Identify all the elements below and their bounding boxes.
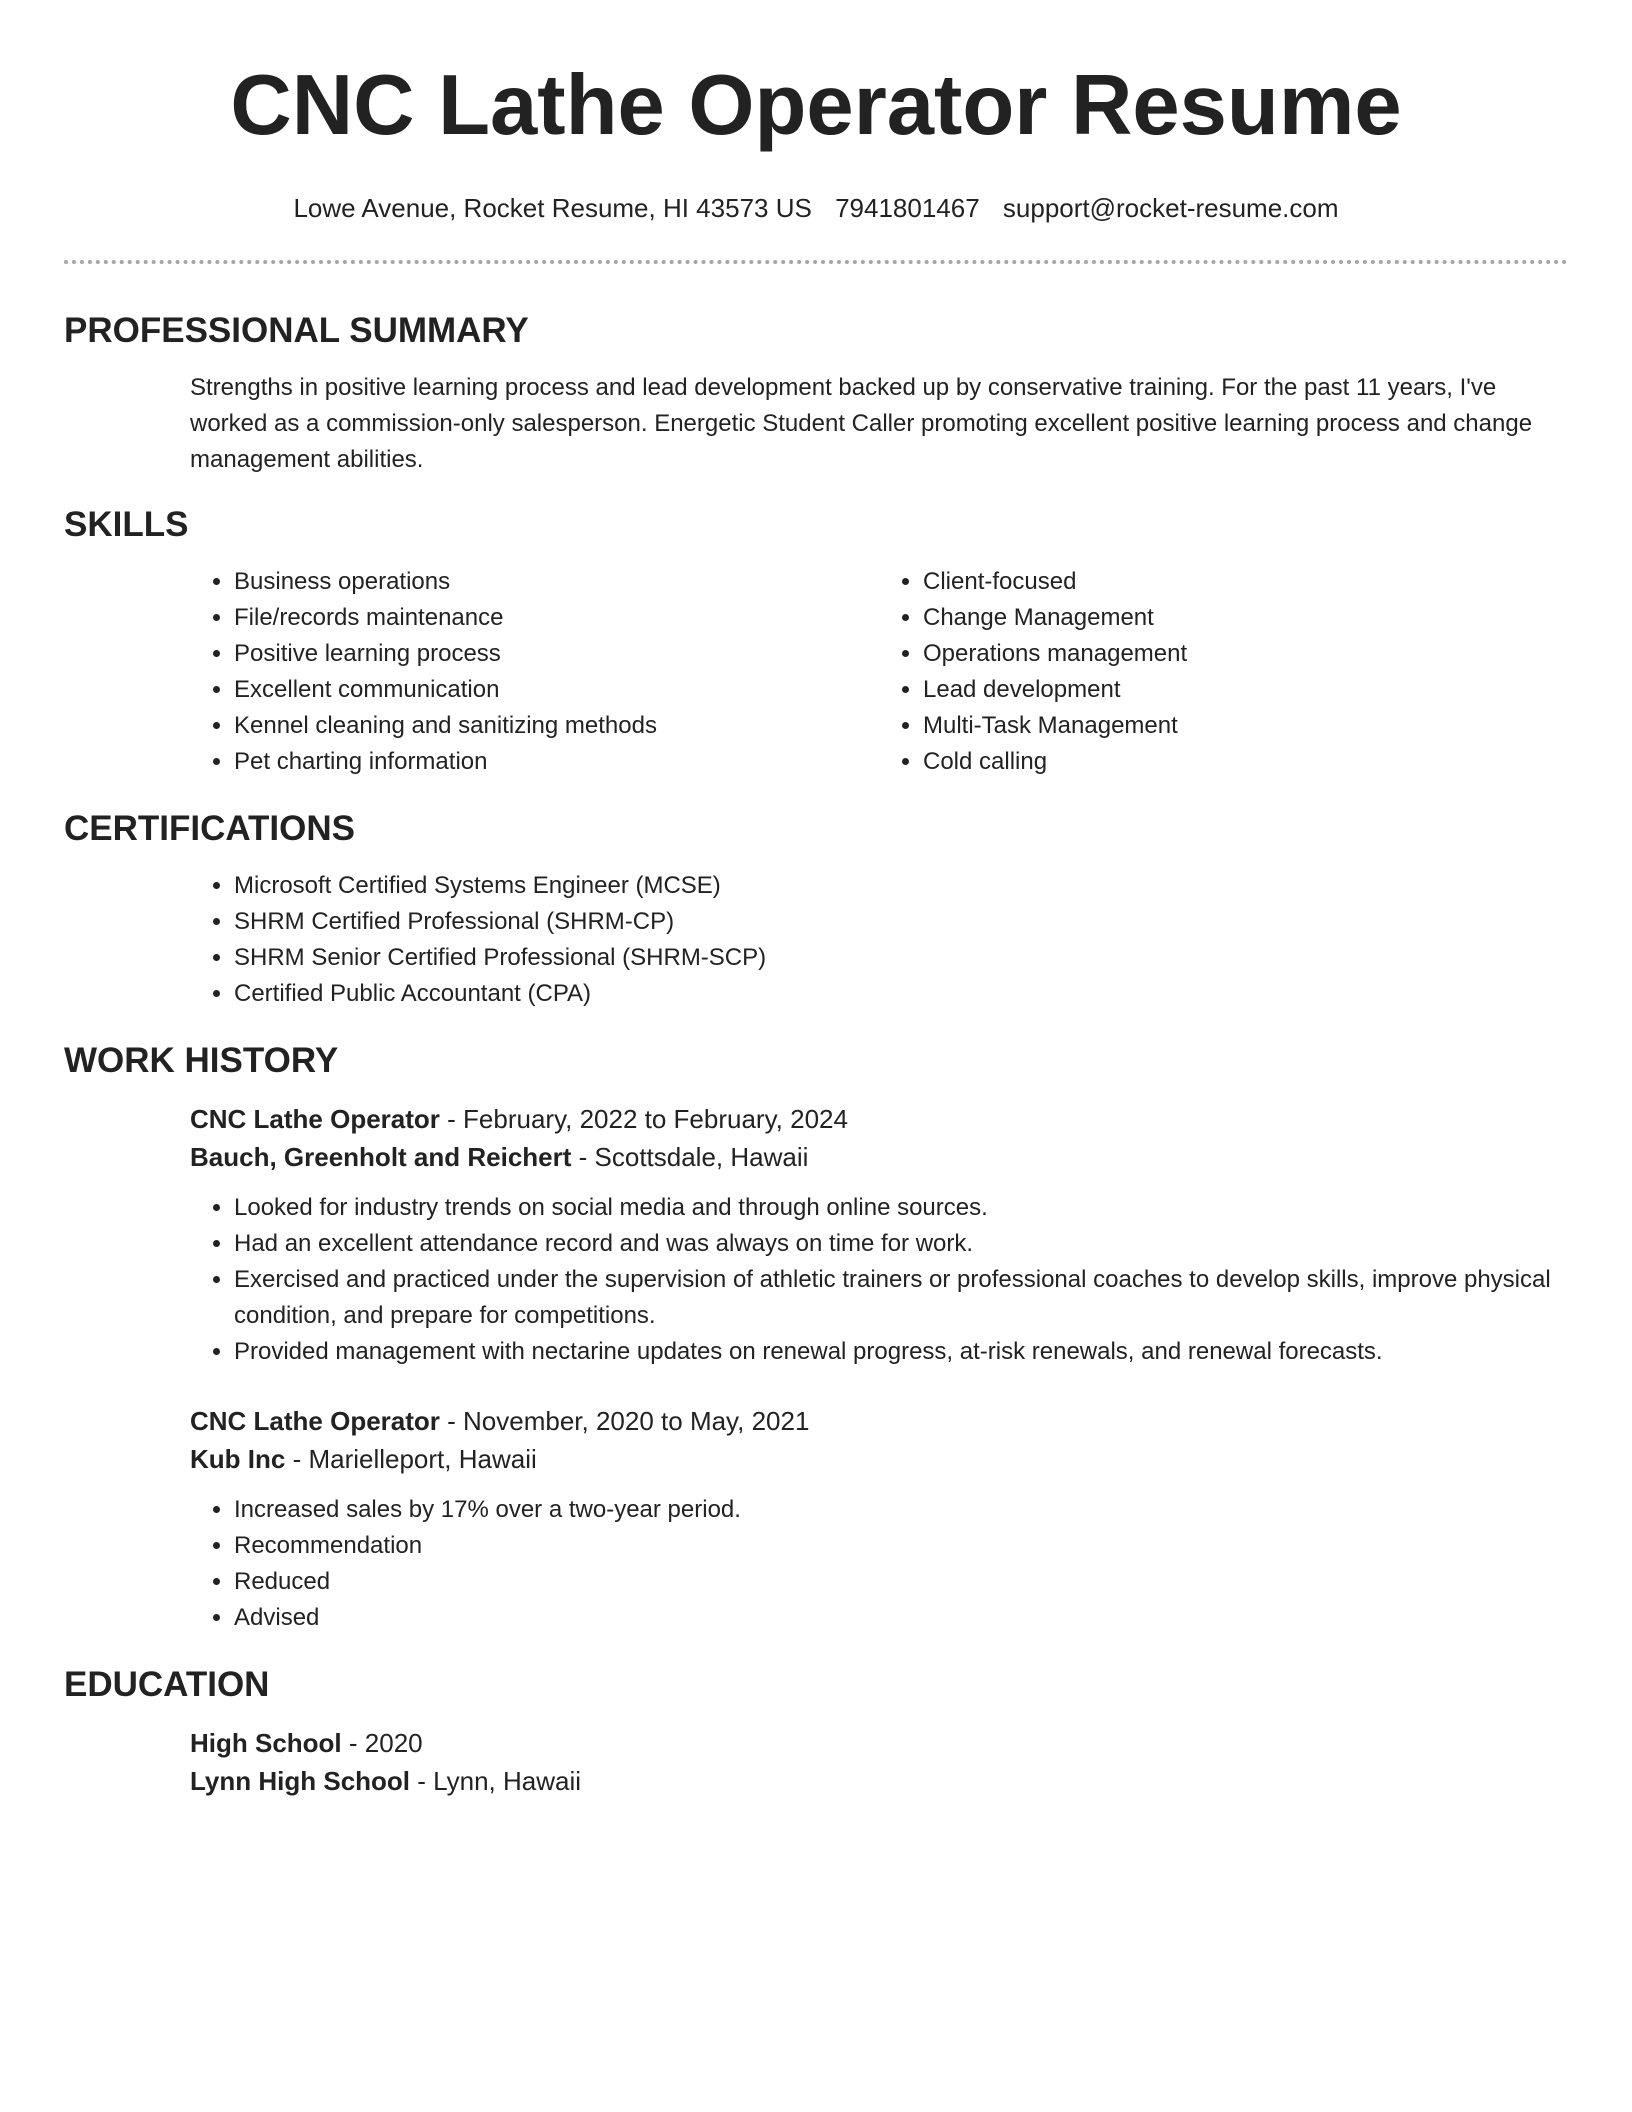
education-school-line [190,1762,1568,1800]
job-location: - Marielleport, Hawaii [285,1444,537,1474]
job-duty-item: • Had an excellent attendance record and was always on time for work. [234,1226,1568,1262]
certification-item: • Certified Public Accountant (CPA) [234,976,1568,1012]
education-entry [64,1724,1568,1800]
education-school: Lynn High School [190,1766,411,1796]
skills-column-left [190,564,879,780]
skills-list [64,564,1568,780]
job-duty-item: • Increased sales by 17% over a two-year period. [234,1492,1568,1528]
certification-item: • SHRM Senior Certified Professional (SHRM-SCP) [234,940,1568,976]
job-title: CNC Lathe Operator [190,1104,440,1134]
job-duty-item: • Looked for industry trends on social media and through online sources. [234,1190,1568,1226]
job-company: Kub Inc [190,1444,286,1474]
job-duty-item: • Exercised and practiced under the supervision of athletic trainers or professional coaches to develop skills, improve physical condition, and prepare for competitions. [234,1262,1568,1334]
work-history-heading: WORK HISTORY [64,1041,339,1080]
certification-item: • Microsoft Certified Systems Engineer (MCSE) [234,868,1568,904]
job-entry [64,1402,1568,1636]
skill-item: • Client-focused [923,564,1568,600]
skills-heading: SKILLS [64,505,189,544]
skill-item: • Lead development [923,672,1568,708]
job-duties [190,1492,1568,1636]
job-title: CNC Lathe Operator [190,1406,440,1436]
job-location: - Scottsdale, Hawaii [571,1142,809,1172]
education-heading: EDUCATION [64,1665,270,1704]
summary-heading: PROFESSIONAL SUMMARY [64,311,529,350]
summary-text: Strengths in positive learning process and lead development backed up by conservative training. For the past 11 years, I've worked as a commission-only salesperson. Energetic Student Caller promoting excellent positive learning process and change management abilities. [190,374,1533,473]
job-company: Bauch, Greenholt and Reichert [190,1142,572,1172]
job-entry [64,1100,1568,1370]
job-duty-item: • Reduced [234,1564,1568,1600]
skills-column-right [879,564,1568,780]
skill-item: • Positive learning process [234,636,879,672]
certifications-heading: CERTIFICATIONS [64,809,356,848]
skill-item: • Operations management [923,636,1568,672]
skill-item: • Multi-Task Management [923,708,1568,744]
skill-item: • File/records maintenance [234,600,879,636]
skill-item: • Kennel cleaning and sanitizing methods [234,708,879,744]
job-dates: - February, 2022 to February, 2024 [439,1104,848,1134]
job-company-line [190,1440,1568,1478]
resume-title: CNC Lathe Operator Resume [230,58,1402,153]
skill-item: • Change Management [923,600,1568,636]
job-title-line [190,1100,1568,1138]
job-duty-item: • Provided management with nectarine updates on renewal progress, at-risk renewals, and renewal forecasts. [234,1334,1568,1370]
job-title-line [190,1402,1568,1440]
job-duty-item: • Recommendation [234,1528,1568,1564]
certifications-list [64,868,1568,1012]
education-degree: High School [190,1728,342,1758]
education-degree-line [190,1724,1568,1762]
job-duties [190,1190,1568,1370]
skill-item: • Cold calling [923,744,1568,780]
contact-address: Lowe Avenue, Rocket Resume, HI 43573 US [293,193,812,223]
job-duty-item: • Advised [234,1600,1568,1636]
contact-phone: 7941801467 [835,193,980,223]
skill-item: • Excellent communication [234,672,879,708]
education-year: - 2020 [341,1728,423,1758]
job-company-line [190,1138,1568,1176]
contact-line [64,192,1568,224]
skill-item: • Business operations [234,564,879,600]
job-dates: - November, 2020 to May, 2021 [439,1406,810,1436]
skill-item: • Pet charting information [234,744,879,780]
header-divider [64,260,1568,264]
certification-item: • SHRM Certified Professional (SHRM-CP) [234,904,1568,940]
contact-email: support@rocket-resume.com [1002,193,1339,223]
education-location: - Lynn, Hawaii [410,1766,582,1796]
